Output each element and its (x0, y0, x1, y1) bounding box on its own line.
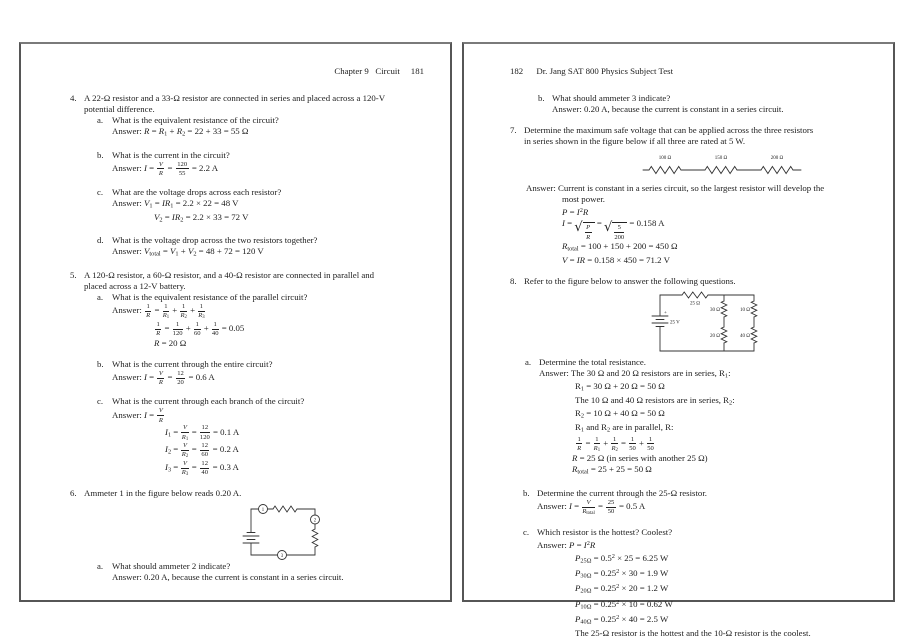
line-text: Answer: $\frac{1}{R}$ = $\frac{1}{R_1}$ + $\frac{1}{R_2}$ + $\frac{1}{R_3}$ (112, 303, 205, 321)
item-label: b. (523, 488, 530, 499)
question-item-line (21, 187, 450, 198)
fraction: $\frac{25}{50}$ (607, 499, 615, 516)
text-line (464, 368, 893, 382)
fraction: $\frac{1}{60}$ (193, 320, 201, 338)
fraction: $\frac{5}{200}$ (614, 224, 625, 241)
line-text: Answer: I = $\frac{V}{R}$ = $\frac{12}{20}$ = 0.6 A (112, 369, 215, 387)
line-text: Answer: $V_{total} = V_1 + V_2 = 48 + 72 = 120$ V (112, 246, 264, 259)
text-line (21, 126, 450, 140)
line-text: What is the voltage drop across the two resistors together? (112, 235, 318, 246)
text-line (21, 572, 450, 583)
text-line (464, 241, 893, 255)
item-label: b. (538, 93, 545, 103)
question-item-line (464, 488, 893, 499)
line-text: $\frac{1}{R}$ = $\frac{1}{R_1}$ + $\frac{1}{R_2}$ = $\frac{1}{50}$ + $\frac{1}{50}$ (577, 435, 654, 454)
item-label: a. (97, 115, 104, 125)
right-page (462, 42, 895, 638)
item-label: a. (525, 356, 532, 367)
line-text: Which resistor is the hottest? Coolest? (537, 526, 673, 537)
line-text: What should ammeter 3 indicate? (552, 93, 671, 103)
fraction: $\frac{1}{R}$ (146, 303, 151, 320)
text-line (464, 205, 893, 218)
fraction: $\frac{1}{120}$ (172, 320, 183, 338)
question-item-line (464, 93, 893, 104)
figure-fig6 (21, 499, 450, 561)
svg-text:1: 1 (261, 507, 265, 513)
line-text: A 120-Ω resistor, a 60-Ω resistor, and a 40-Ω resistor are connected in parallel and (84, 270, 375, 281)
line-text: Answer: I = $\frac{V}{R}$ = $\frac{120}{55}$ = 2.2 A (112, 160, 219, 177)
line-text: V = IR = 0.158 × 450 = 71.2 V (562, 254, 670, 265)
text-line (464, 612, 893, 627)
item-label: 4. (70, 93, 77, 103)
text-line (464, 566, 893, 581)
text-line (21, 104, 450, 115)
line-text: What is the current through each branch of the circuit? (112, 396, 305, 407)
item-label: c. (97, 187, 104, 198)
line-text: Answer: $R = R_1 + R_2 = 22 + 33 = 55$ Ω (112, 126, 249, 138)
fraction: $\frac{1}{R}$ (156, 320, 161, 338)
question-item-line (464, 276, 893, 287)
line-text: Determine the maximum safe voltage that can be applied across the three resistors (524, 125, 814, 135)
line-text: $I_1$ = $\frac{V}{R_1}$ = $\frac{12}{120}$ = 0.1 A (165, 424, 240, 442)
fraction: $\frac{1}{R_2}$ (180, 303, 187, 321)
svg-text:10 Ω: 10 Ω (740, 307, 750, 313)
line-text: What is the current in the circuit? (112, 149, 230, 160)
line-text: $I_2$ = $\frac{V}{R_2}$ = $\frac{12}{60}$ = 0.2 A (165, 442, 239, 460)
text-line (464, 464, 893, 478)
svg-text:20 Ω: 20 Ω (710, 333, 720, 339)
line-text: $R_{total} = 25 + 25 = 50$ Ω (572, 464, 652, 477)
fraction: $\frac{V}{R}$ (158, 369, 163, 387)
fraction: $\frac{1}{R_3}$ (198, 303, 205, 321)
fraction: $\frac{1}{50}$ (629, 435, 636, 452)
line-text: What is the equivalent resistance of the parallel circuit? (112, 292, 308, 303)
item-label: b. (97, 358, 104, 369)
square-root: √ $\frac{5}{200}$ (604, 222, 627, 241)
text-line (21, 246, 450, 260)
text-line (464, 104, 893, 115)
line-text: What is the current through the entire circuit? (112, 358, 273, 369)
right-page-content (464, 93, 893, 639)
line-text: most power. (562, 194, 606, 204)
text-line (464, 194, 893, 205)
fraction: $\frac{V}{R}$ (158, 160, 163, 177)
line-text: Answer: $P = I^2R$ (537, 539, 596, 550)
question-item-line (21, 359, 450, 370)
line-text: R = 25 Ω (in series with another 25 Ω) (572, 453, 708, 464)
line-text: $R_1 = 30$ Ω + 20 Ω = 50 Ω (575, 381, 665, 393)
svg-text:2: 2 (313, 518, 317, 524)
item-label: a. (97, 560, 104, 571)
line-text: What should ammeter 2 indicate? (112, 560, 231, 571)
svg-text:150 Ω: 150 Ω (714, 156, 728, 161)
text-line (21, 212, 450, 226)
line-text: Answer: Current is constant in a series circuit, so the largest resistor will develop the (526, 183, 825, 193)
item-label: c. (523, 526, 530, 537)
fraction: $\frac{12}{20}$ (177, 369, 184, 387)
line-text: $V_2 = IR_2 = 2.2 \times 33 = 72$ V (154, 211, 249, 224)
text-line (21, 424, 450, 442)
text-line (464, 551, 893, 566)
item-label: a. (97, 292, 104, 303)
line-text: $I_3$ = $\frac{V}{R_3}$ = $\frac{12}{40}$ = 0.3 A (165, 459, 239, 478)
line-text: placed across a 12-V battery. (84, 281, 186, 292)
text-line (21, 338, 450, 349)
item-label: 5. (70, 270, 77, 281)
line-text: $P_{20\Omega} = 0.25^2 \times 20 = 1.2$ W (575, 583, 669, 595)
fraction: $\frac{V}{R_3}$ (181, 459, 189, 478)
fraction: $\frac{1}{40}$ (211, 320, 219, 338)
svg-text:25 V: 25 V (670, 320, 680, 326)
question-item-line (21, 292, 450, 303)
text-line (464, 136, 893, 147)
item-label: 7. (510, 125, 517, 135)
line-text: $P_{40\Omega} = 0.25^2 \times 40 = 2.5$ W (575, 614, 669, 626)
line-text: A 22-Ω resistor and a 33-Ω resistor are connected in series and placed across a 120-V (84, 93, 386, 103)
figure-fig7 (464, 151, 893, 179)
line-text: What is the equivalent resistance of the circuit? (112, 115, 279, 125)
text-line (464, 255, 893, 266)
line-text: Answer: 0.20 A, because the current is constant in a series circuit. (552, 104, 784, 114)
three-series-resistors-figure (639, 151, 807, 179)
text-line (464, 597, 893, 612)
text-line (21, 370, 450, 387)
question-item-line (21, 93, 450, 104)
text-line (464, 422, 893, 436)
fraction: $\frac{1}{R}$ (577, 435, 582, 452)
text-line (464, 499, 893, 517)
line-text: Determine the current through the 25-Ω resistor. (537, 488, 707, 499)
item-label: b. (97, 149, 104, 160)
line-text: Ammeter 1 in the figure below reads 0.20 A. (84, 487, 242, 498)
text-line (21, 303, 450, 321)
text-line (464, 395, 893, 409)
line-text: Refer to the figure below to answer the following questions. (524, 275, 736, 286)
line-text: $P_{25\Omega} = 0.5^2 \times 25 = 6.25$ W (575, 552, 669, 565)
fraction: $\frac{V}{R_{total}}$ (582, 499, 595, 517)
text-line (464, 381, 893, 395)
line-text: $R_2 = 10$ Ω + 40 Ω = 50 Ω (575, 408, 665, 420)
question-item-line (21, 235, 450, 246)
svg-text:200 Ω: 200 Ω (770, 156, 784, 161)
fraction: $\frac{P}{R}$ (586, 224, 591, 241)
text-line (21, 281, 450, 292)
item-label: c. (97, 396, 104, 407)
question-item-line (21, 115, 450, 126)
line-text: What are the voltage drops across each resistor? (112, 187, 282, 198)
item-label: 8. (510, 275, 517, 286)
line-text: potential difference. (84, 104, 155, 114)
line-text: R = 20 Ω (154, 337, 187, 348)
left-page (19, 42, 452, 602)
fraction: $\frac{1}{R_2}$ (611, 435, 618, 454)
question-item-line (464, 125, 893, 136)
line-text: $P = I^2R$ (562, 206, 589, 217)
text-line (464, 436, 893, 454)
text-line (464, 408, 893, 422)
line-text: Determine the total resistance. (539, 356, 646, 367)
fraction: $\frac{1}{R_1}$ (162, 303, 170, 321)
fraction: $\frac{V}{R_1}$ (181, 424, 189, 442)
item-label: d. (97, 235, 104, 246)
line-text: The 25-Ω resistor is the hottest and the 10-Ω resistor is the coolest. (575, 627, 811, 638)
text-line (21, 321, 450, 338)
text-line (464, 183, 893, 194)
svg-text:100 Ω: 100 Ω (658, 156, 672, 161)
fraction: $\frac{V}{R}$ (158, 407, 163, 424)
series-circuit-ammeters-figure (221, 499, 333, 561)
line-text: $P_{10\Omega} = 0.25^2 \times 10 = 0.62$ W (575, 598, 673, 611)
left-page-header: Chapter 9 Circuit 181 (334, 66, 424, 76)
line-text: in series shown in the figure below if all three are rated at 5 W. (524, 136, 746, 146)
text-line (464, 218, 893, 241)
svg-text:30 Ω: 30 Ω (710, 307, 720, 313)
right-page-header: 182 Dr. Jang SAT 800 Physics Subject Test (510, 66, 674, 76)
text-line (21, 442, 450, 460)
question-item-line (21, 396, 450, 407)
figure-fig8 (464, 287, 893, 357)
text-line (21, 161, 450, 178)
line-text: I = √ $\frac{P}{R}$ = √ $\frac{5}{200}$ = 0.158 A (562, 217, 665, 241)
text-line (464, 453, 893, 464)
fraction: $\frac{12}{120}$ (199, 424, 210, 441)
question-item-line (21, 561, 450, 572)
question-item-line (21, 488, 450, 499)
line-text: $\frac{1}{R}$ = $\frac{1}{120}$ + $\frac{1}{60}$ + $\frac{1}{40}$ = 0.05 (156, 320, 245, 338)
fraction: $\frac{12}{40}$ (201, 459, 208, 477)
fraction: $\frac{120}{55}$ (177, 160, 188, 177)
line-text: Answer: I = $\frac{V}{R}$ (112, 407, 163, 424)
svg-text:+: + (664, 310, 667, 316)
svg-text:3: 3 (280, 553, 284, 559)
line-text: Answer: $V_1 = IR_1 = 2.2 \times 22 = 48$ V (112, 198, 239, 210)
line-text: Answer: I = $\frac{V}{R_{total}}$ = $\frac{25}{50}$ = 0.5 A (537, 499, 646, 517)
line-text: $P_{30\Omega} = 0.25^2 \times 30 = 1.9$ W (575, 568, 669, 580)
text-line (464, 628, 893, 639)
fraction: $\frac{V}{R_2}$ (181, 442, 189, 460)
text-line (21, 198, 450, 212)
line-text: $R_1$ and $R_2$ are in parallel, R: (575, 421, 674, 434)
question-item-line (464, 357, 893, 368)
line-text: Answer: 0.20 A, because the current is constant in a series circuit. (112, 571, 344, 582)
question-item-line (464, 527, 893, 538)
fraction: $\frac{1}{R_1}$ (593, 435, 601, 454)
fraction: $\frac{12}{60}$ (201, 442, 208, 459)
left-page-content (21, 93, 450, 583)
question-item-line (21, 270, 450, 281)
fraction: $\frac{1}{50}$ (647, 435, 654, 452)
line-text: $R_{total} = 100 + 150 + 200 = 450$ Ω (562, 241, 678, 253)
svg-text:40 Ω: 40 Ω (740, 333, 750, 339)
line-text: Answer: The 30 Ω and 20 Ω resistors are in series, $R_1$: (539, 367, 731, 380)
svg-text:25 Ω: 25 Ω (690, 301, 700, 307)
text-line (21, 407, 450, 424)
question-item-line (21, 150, 450, 161)
text-line (464, 582, 893, 597)
item-label: 6. (70, 487, 77, 498)
square-root: √ $\frac{P}{R}$ (574, 222, 594, 241)
text-line (21, 460, 450, 478)
text-line (464, 538, 893, 551)
series-parallel-circuit-figure (642, 287, 768, 357)
line-text: The 10 Ω and 40 Ω resistors are in series, $R_2$: (575, 394, 735, 407)
